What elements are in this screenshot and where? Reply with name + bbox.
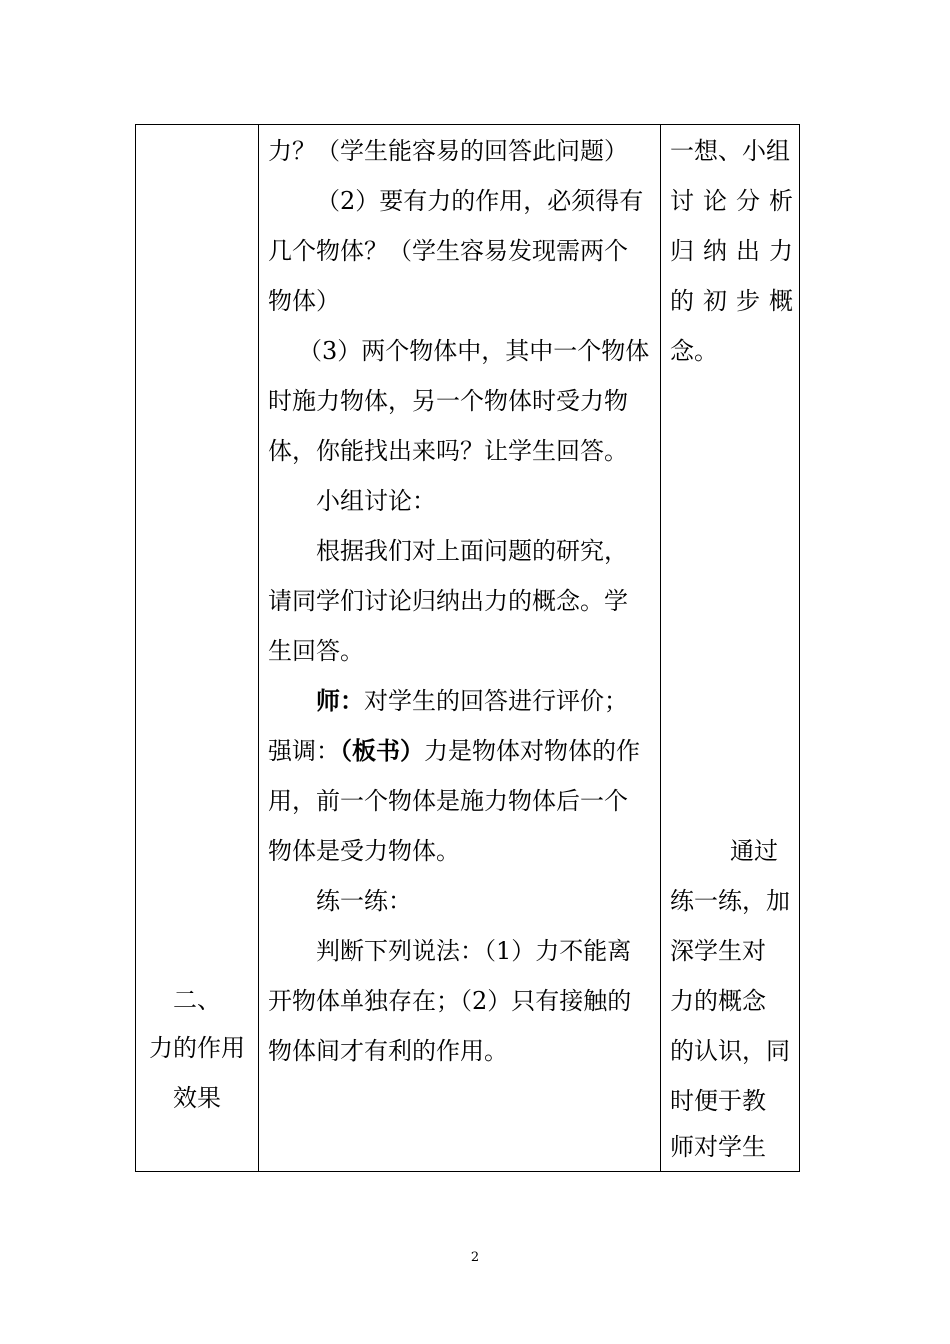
text-line: 时便于教 xyxy=(670,1087,766,1115)
section-title-line: 效果 xyxy=(173,1084,221,1112)
definition-text: 力是物体对物体的作 xyxy=(424,737,640,765)
text-line: 练一练，加 xyxy=(670,887,790,915)
section-number: 二、 xyxy=(173,986,221,1014)
text-line xyxy=(268,736,640,766)
text-line: 讨论分析 xyxy=(670,187,802,215)
teacher-remark: 对学生的回答进行评价； xyxy=(364,687,628,715)
teaching-process-column xyxy=(258,125,660,1171)
text-line: 的认识，同 xyxy=(670,1037,790,1065)
text-line: 根据我们对上面问题的研究， xyxy=(316,537,628,565)
design-intent-column xyxy=(660,125,802,1171)
emphasis-label: 强调： xyxy=(268,737,340,765)
teacher-label: 师： xyxy=(316,686,364,715)
text-line: （2）要有力的作用，必须得有 xyxy=(316,187,644,215)
text-line: 的初步概 xyxy=(670,287,802,315)
text-line: （3）两个物体中，其中一个物体 xyxy=(298,337,650,365)
text-line: 用，前一个物体是施力物体后一个 xyxy=(268,787,628,815)
page-number: 2 xyxy=(470,1250,480,1265)
text-line: 判断下列说法：（1）力不能离 xyxy=(316,937,632,965)
text-line: 时施力物体，另一个物体时受力物 xyxy=(268,387,628,415)
text-line: 几个物体？（学生容易发现需两个 xyxy=(268,237,628,265)
text-line: 生回答。 xyxy=(268,637,364,665)
text-line: 一想、小组 xyxy=(670,137,790,165)
text-line: 归纳出力 xyxy=(670,237,802,265)
text-line: 师对学生 xyxy=(670,1133,766,1161)
text-line: 力？（学生能容易的回答此问题） xyxy=(268,137,628,165)
text-line: 体，你能找出来吗？让学生回答。 xyxy=(268,437,628,465)
text-line: 物体间才有利的作用。 xyxy=(268,1037,508,1065)
text-line: 练一练： xyxy=(316,887,412,915)
text-line xyxy=(316,686,628,716)
text-line: 请同学们讨论归纳出力的概念。学 xyxy=(268,587,628,615)
text-line: 物体） xyxy=(268,287,340,315)
text-line: 力的概念 xyxy=(670,987,766,1015)
text-line: 小组讨论： xyxy=(316,487,436,515)
board-label: （板书） xyxy=(340,736,424,765)
text-line: 物体是受力物体。 xyxy=(268,837,460,865)
lesson-plan-table xyxy=(135,124,800,1172)
text-line: 念。 xyxy=(670,337,718,365)
text-line: 通过 xyxy=(730,837,778,865)
section-title-line: 力的作用 xyxy=(149,1034,245,1062)
section-column xyxy=(136,125,258,1171)
text-line: 深学生对 xyxy=(670,937,766,965)
text-line: 开物体单独存在；（2）只有接触的 xyxy=(268,987,632,1015)
